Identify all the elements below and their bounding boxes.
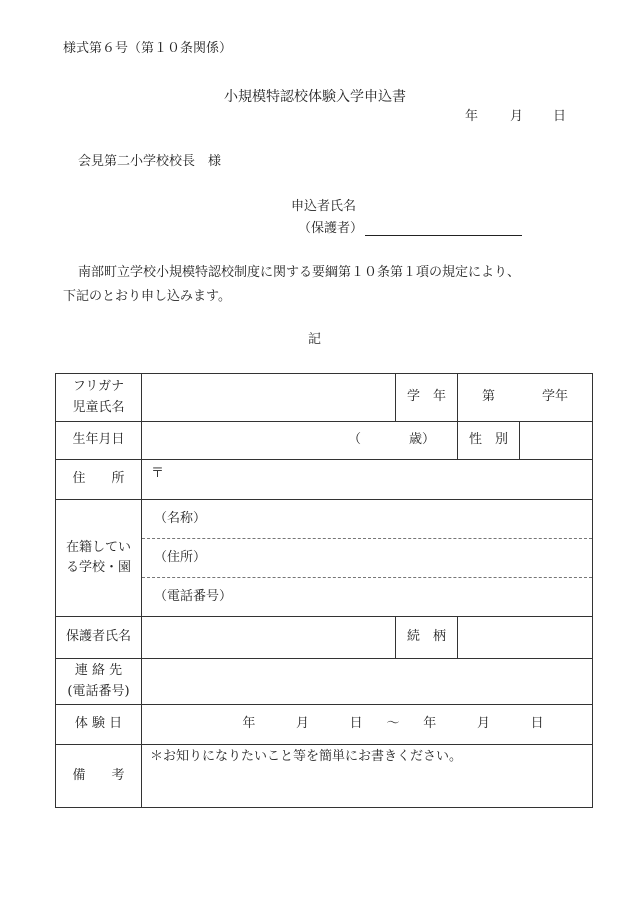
contact-row bbox=[56, 659, 593, 705]
school-phone-label: （電話番号） bbox=[154, 588, 233, 604]
trial-month-1: 月 bbox=[295, 716, 309, 732]
school-address-field[interactable] bbox=[142, 539, 592, 578]
guardian-name-field[interactable] bbox=[142, 617, 396, 659]
furigana-label: フリガナ bbox=[72, 379, 125, 395]
remarks-field[interactable] bbox=[142, 745, 593, 808]
child-name-label-cell bbox=[56, 374, 142, 422]
guardian-row bbox=[56, 617, 593, 659]
school-details-cell bbox=[142, 500, 593, 617]
age-open: （ bbox=[347, 432, 361, 448]
school-label-line2: る学校・園 bbox=[65, 560, 131, 575]
trial-date-label: 体 験 日 bbox=[56, 705, 142, 745]
grade-field[interactable] bbox=[458, 374, 593, 422]
addressee: 会見第二小学校校長 様 bbox=[78, 154, 222, 169]
trial-date-field[interactable] bbox=[142, 705, 593, 745]
remarks-label: 備 考 bbox=[56, 745, 142, 808]
child-name-label: 児童氏名 bbox=[72, 399, 125, 415]
trial-day-2: 日 bbox=[530, 716, 544, 732]
applicant-name-label: 申込者氏名 bbox=[291, 199, 357, 214]
contact-field[interactable] bbox=[142, 659, 593, 705]
date-day-label: 日 bbox=[553, 109, 567, 124]
trial-year-1: 年 bbox=[242, 716, 256, 732]
school-row bbox=[56, 500, 593, 617]
grade-suffix: 学年 bbox=[541, 389, 568, 405]
trial-day-1: 日 bbox=[349, 716, 363, 732]
trial-year-2: 年 bbox=[423, 716, 437, 732]
contact-label-cell bbox=[56, 659, 142, 705]
date-year-label: 年 bbox=[465, 109, 479, 124]
birthdate-field[interactable] bbox=[142, 422, 458, 460]
address-field[interactable] bbox=[142, 460, 593, 500]
remarks-row bbox=[56, 745, 593, 808]
document-title: 小規模特認校体験入学申込書 bbox=[224, 89, 406, 105]
age-close: 歳） bbox=[408, 432, 435, 448]
trial-date-row bbox=[56, 705, 593, 745]
date-month-label: 月 bbox=[510, 109, 524, 124]
relation-label: 続 柄 bbox=[396, 617, 458, 659]
birthdate-label: 生年月日 bbox=[56, 422, 142, 460]
body-text-line-1: 南部町立学校小規模特認校制度に関する要綱第１０条第１項の規定により、 bbox=[78, 265, 521, 280]
address-row bbox=[56, 460, 593, 500]
postal-mark: 〒 bbox=[151, 466, 165, 481]
sex-label: 性 別 bbox=[458, 422, 520, 460]
contact-label-line2: (電話番号) bbox=[67, 683, 130, 699]
school-phone-field[interactable] bbox=[142, 578, 592, 616]
birthdate-row bbox=[56, 422, 593, 460]
address-label: 住 所 bbox=[56, 460, 142, 500]
school-name-label: （名称） bbox=[154, 511, 207, 527]
school-address-label: （住所） bbox=[154, 549, 207, 565]
trial-tilde: ～ bbox=[386, 716, 400, 732]
form-number: 様式第６号（第１０条関係） bbox=[63, 41, 233, 56]
school-label-line1: 在籍してい bbox=[65, 539, 131, 555]
ki-heading: 記 bbox=[308, 332, 322, 347]
applicant-guardian-label: （保護者） bbox=[298, 221, 364, 236]
school-label-cell bbox=[56, 500, 142, 617]
sex-field[interactable] bbox=[520, 422, 593, 460]
body-text-line-2: 下記のとおり申し込みます。 bbox=[63, 289, 231, 304]
school-name-field[interactable] bbox=[142, 501, 592, 539]
child-name-field[interactable] bbox=[142, 374, 396, 422]
application-table bbox=[55, 373, 593, 808]
remarks-note: ＊お知りになりたいこと等を簡単にお書きください。 bbox=[150, 749, 463, 764]
grade-prefix: 第 bbox=[482, 389, 496, 405]
school-details-table bbox=[142, 501, 592, 616]
guardian-name-label: 保護者氏名 bbox=[56, 617, 142, 659]
relation-field[interactable] bbox=[458, 617, 593, 659]
child-name-row bbox=[56, 374, 593, 422]
applicant-signature-line[interactable] bbox=[365, 235, 522, 236]
trial-date-layout bbox=[142, 714, 592, 734]
contact-label-line1: 連 絡 先 bbox=[74, 663, 123, 679]
grade-label: 学 年 bbox=[396, 374, 458, 422]
trial-month-2: 月 bbox=[476, 716, 490, 732]
